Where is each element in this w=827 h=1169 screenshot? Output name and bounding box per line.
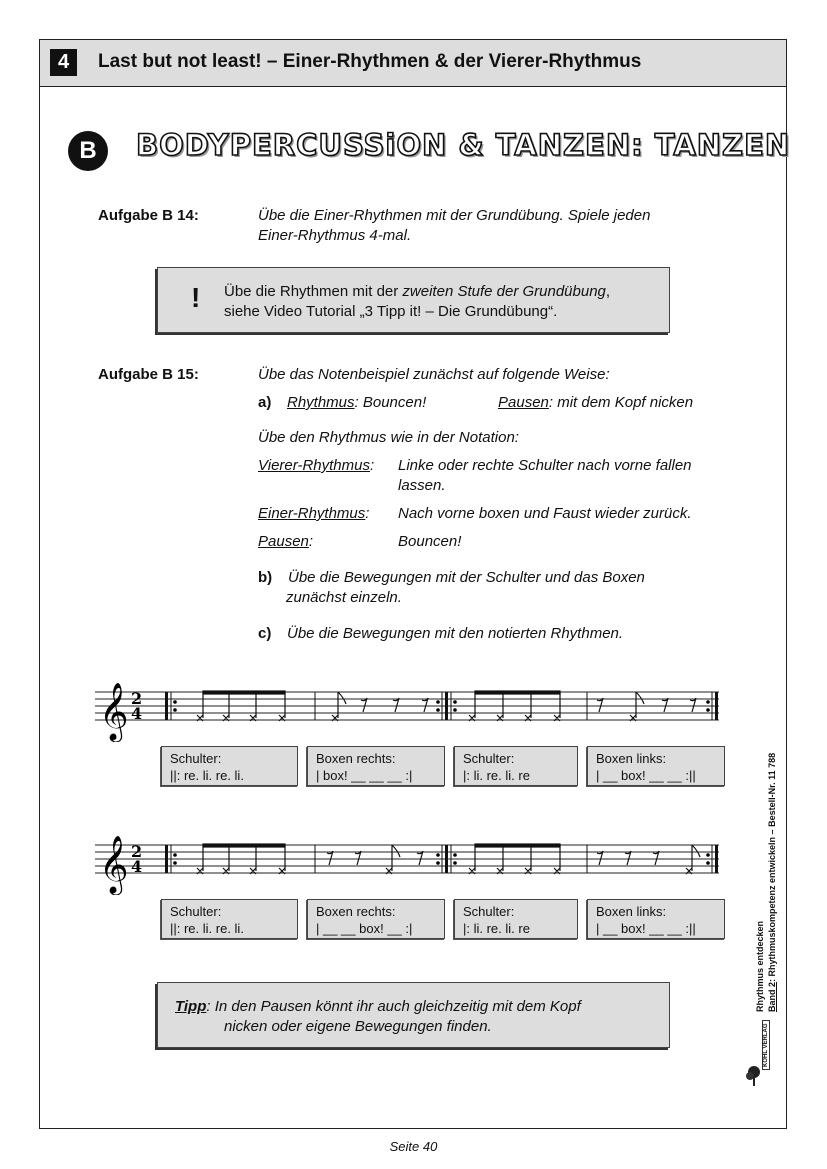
def-sep: : [370,457,375,474]
tipp-line2: nicken oder eigene Bewegungen finden. [224,1018,492,1035]
sidebar-order-number: Bestell-Nr. 11 788 [767,752,777,827]
box-title: Boxen links: [596,904,667,919]
task-b15-label: Aufgabe B 15: [98,366,199,383]
item-b-label: b) [258,569,273,586]
treble-clef-icon: 𝄞 [99,682,129,740]
pause-text: : mit dem Kopf nicken [548,394,694,411]
label-box-box-right-2 [307,899,445,939]
note-line1-italic: zweiten Stufe der Grundübung [402,283,606,300]
label-box-shoulder-2 [454,746,578,786]
label-box-box-left-1 [587,746,725,786]
chapter-number: 4 [50,49,77,76]
def-text-vierer-1: Linke oder rechte Schulter nach vorne fallen [398,457,692,474]
staff-lines [95,845,719,873]
task-b14-line1: Übe die Einer-Rhythmen mit der Grundübung. Spiele jeden [258,207,651,224]
item-c-line1: Übe die Bewegungen mit den notierten Rhythmen. [287,625,624,642]
def-term-text: Vierer-Rhythmus [258,457,370,474]
box-text: | __ box! __ __ :|| [596,768,696,783]
sidebar-book-title: Rhythmus entdecken [755,920,765,1012]
note-line1-a: Übe die Rhythmen mit der [224,283,403,300]
music-staff-2 [95,829,725,895]
def-text-einer: Nach vorne boxen und Faust wieder zurück. [398,505,692,522]
box-title: Schulter: [463,751,515,766]
box-title: Boxen rechts: [316,751,396,766]
sidebar-band-label: Band 2 [767,981,777,1012]
box-title: Schulter: [170,751,222,766]
treble-clef-icon: 𝄞 [99,835,129,893]
exclamation-icon: ! [191,282,201,313]
item-a-rhythm [287,393,426,413]
note-line1 [224,282,610,302]
tipp-line1-text: : In den Pausen könnt ihr auch gleichzeitig mit dem Kopf [206,998,581,1015]
tree-logo-icon [746,1065,762,1087]
item-c-label: c) [258,625,272,642]
sidebar-dash: – [767,829,777,835]
box-text: ||: re. li. re. li. [170,921,244,936]
box-text: ||: re. li. re. li. [170,768,244,783]
def-sep: : [308,533,314,550]
box-text: | __ __ box! __ :| [316,921,413,936]
rhythm-text: : Bouncen! [354,394,427,411]
label-box-box-right-1 [307,746,445,786]
item-b-line2: zunächst einzeln. [286,589,402,606]
sidebar-band [767,753,777,1012]
publisher-logo: KOHL VERLAG [762,1020,770,1070]
box-title: Boxen links: [596,751,667,766]
task-b14-label: Aufgabe B 14: [98,207,199,224]
page-number: Seite 40 [389,1139,438,1154]
note-line1-c: , [605,283,611,300]
def-term-text: Pausen [258,533,309,550]
box-text: |: li. re. li. re [463,921,530,936]
def-term-pausen [258,532,313,552]
box-text: | __ box! __ __ :|| [596,921,696,936]
section-badge: B [68,131,108,171]
rhythm-term: Rhythmus [287,394,355,411]
note-box [157,267,670,333]
task-b15-intro: Übe das Notenbeispiel zunächst auf folgende Weise: [258,366,610,383]
def-term-einer [258,504,369,524]
time-sig-bottom: 4 [131,704,143,723]
box-title: Schulter: [463,904,515,919]
item-a-pause [498,393,693,413]
tipp-line1 [175,997,581,1017]
def-text-vierer-2: lassen. [398,477,446,494]
item-a-label: a) [258,394,272,411]
music-staff-1 [95,676,725,742]
sidebar-info [746,720,786,1090]
def-term-text: Einer-Rhythmus [258,505,366,522]
pause-term: Pausen [498,394,549,411]
time-sig-bottom: 4 [131,857,143,876]
item-b-line1: Übe die Bewegungen mit der Schulter und das Boxen [288,569,645,586]
box-title: Schulter: [170,904,222,919]
time-sig-top: 2 [131,842,143,861]
label-box-shoulder-1 [161,746,298,786]
section-title: BODYPERCUSSiON & TANZEN: TANZEN [136,128,791,162]
note-line2: siehe Video Tutorial „3 Tipp it! – Die Grundübung“. [224,303,558,320]
notation-intro: Übe den Rhythmus wie in der Notation: [258,429,519,446]
label-box-shoulder-3 [161,899,298,939]
chapter-title: Last but not least! – Einer-Rhythmen & der Vierer-Rhythmus [98,51,642,72]
box-title: Boxen rechts: [316,904,396,919]
chapter-header [39,39,787,87]
tipp-box [157,982,670,1048]
time-sig-top: 2 [131,689,143,708]
staff-lines [95,692,719,720]
label-box-box-left-2 [587,899,725,939]
label-box-shoulder-4 [454,899,578,939]
task-b14-line2: Einer-Rhythmus 4-mal. [258,227,412,244]
def-sep: : [365,505,370,522]
box-text: |: li. re. li. re [463,768,530,783]
tipp-label: Tipp [175,998,207,1015]
box-text: | box! __ __ __ :| [316,768,413,783]
def-text-pausen: Bouncen! [398,533,462,550]
sidebar-band-text: : Rhythmuskompetenz entwickeln [767,836,777,982]
def-term-vierer [258,456,374,476]
